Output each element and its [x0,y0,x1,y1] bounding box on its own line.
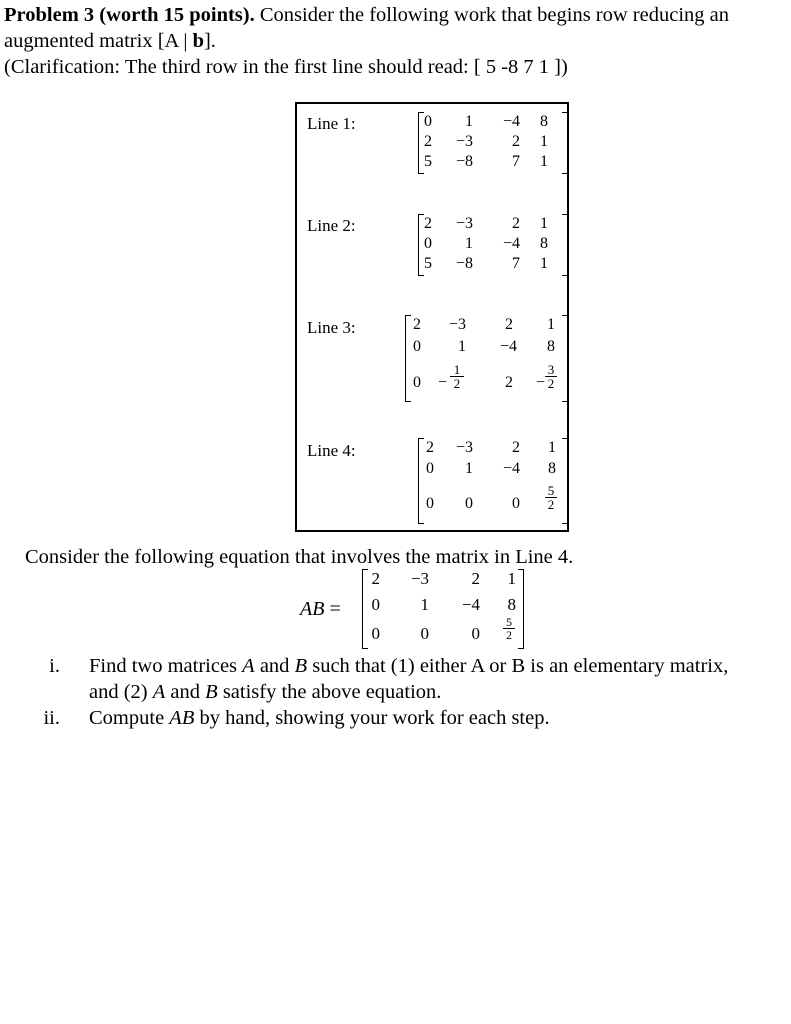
numerator: 1 [450,363,464,377]
matrix-cell: 5 [424,255,432,272]
matrix-cell: 2 [512,133,520,150]
intro-rest: Consider the following work that begins row reducing an [254,4,730,26]
matrix-cell: 2 [512,215,520,232]
ab-symbol: AB [300,598,325,620]
intro-line-1 [4,2,789,28]
bracket-right [562,315,568,402]
text-span: Find two matrices [89,655,243,677]
line-1-matrix [418,112,568,174]
intro-line-2 [4,28,789,54]
matrix-cell: 1 [465,235,473,252]
matrix-cell: −4 [499,338,517,355]
matrix-cell: 1 [547,316,555,333]
matrix-cell: 1 [540,255,548,272]
matrix-cell: 2 [413,316,421,333]
clarification: (Clarification: The third row in the first line should read: [ 5 -8 7 1 ]) [4,56,568,78]
fraction [545,484,557,511]
matrix-cell: −3 [455,439,473,456]
equation-lhs [300,598,341,621]
numerator: 5 [503,616,515,629]
matrix-cell: −4 [461,595,480,614]
matrix-cell: −4 [502,460,520,477]
matrix-cell: 1 [540,153,548,170]
matrix-cell: 0 [512,495,520,512]
matrix-cell: 1 [507,569,516,588]
problem-heading: Problem 3 (worth 15 points). [4,4,255,26]
equation-matrix [362,569,524,649]
matrix-cell: 0 [371,595,380,614]
text-span: satisfy the above equation. [217,681,442,703]
bracket-right [562,438,568,524]
line-2-label: Line 2: [307,216,356,235]
line-1-label: Line 1: [307,114,356,133]
bracket-right [562,112,568,174]
text-span: by hand, showing your work for each step. [194,707,550,729]
question-number: ii. [43,707,60,729]
matrix-cell: 8 [507,595,516,614]
matrix-cell: −8 [455,255,473,272]
matrix-cell: 8 [540,235,548,252]
matrix-cell: −3 [455,133,473,150]
consider-text: Consider the following equation that involves the matrix in Line 4. [25,546,574,568]
matrix-cell: 2 [426,439,434,456]
matrix-cell: 2 [424,215,432,232]
text-span: and [254,655,295,677]
matrix-cell: 0 [426,460,434,477]
denominator: 2 [547,497,555,512]
matrix-cell: 1 [458,338,466,355]
matrix-cell: 2 [371,569,380,588]
line-4-label: Line 4: [307,441,356,460]
matrix-cell: 2 [424,133,432,150]
matrix-cell: 0 [413,374,421,391]
matrix-a-symbol: A [152,681,166,703]
minus-sign: − [535,374,545,391]
matrix-cell: 7 [512,153,520,170]
matrix-cell: 0 [413,338,421,355]
question-ii [0,705,791,731]
matrix-cell: 1 [540,133,548,150]
minus-sign: − [437,374,447,391]
ab-symbol: AB [169,707,195,729]
bracket-right [518,569,524,649]
line-2-matrix [418,214,568,276]
text-span: Compute [89,707,170,729]
question-line-1 [89,653,779,679]
matrix-cell: −3 [455,215,473,232]
matrix-cell: −3 [410,569,429,588]
matrix-cell: 2 [505,316,513,333]
matrix-cell: 2 [512,439,520,456]
fraction [545,363,557,390]
matrix-cell: 8 [540,113,548,130]
matrix-cell: −3 [448,316,466,333]
question-text [89,705,779,731]
matrix-cell: 0 [420,624,429,643]
matrix-cell: 2 [471,569,480,588]
numerator: 3 [545,363,557,377]
matrix-b-symbol: B [205,681,218,703]
matrix-cell: 7 [512,255,520,272]
matrix-cell: 0 [465,495,473,512]
text-span: such that (1) either A or B is an elementary matrix, [307,655,729,677]
matrix-cell: 2 [505,374,513,391]
matrix-cell: 1 [420,595,429,614]
vector-b: b [192,30,204,52]
matrix-cell: −4 [502,235,520,252]
matrix-cell: 0 [471,624,480,643]
equals-sign: = [324,598,341,620]
matrix-cell: 1 [465,460,473,477]
denominator: 2 [453,376,461,391]
matrix-cell: 0 [424,113,432,130]
matrix-cell: −8 [455,153,473,170]
matrix-a-symbol: A [242,655,255,677]
matrix-cell: 8 [548,460,556,477]
question-text [89,653,779,705]
fraction [450,363,464,390]
fraction [503,616,515,641]
text-span: and (2) [89,681,153,703]
problem-intro [4,2,789,80]
intro-line2-text: augmented matrix [A | [4,30,193,52]
matrix-cell: 0 [426,495,434,512]
matrix-cell: 0 [424,235,432,252]
matrix-cell: 8 [547,338,555,355]
text-span: and [165,681,206,703]
question-i [0,653,791,705]
matrix-cell: 0 [371,624,380,643]
question-line-2 [89,679,779,705]
matrix-cell: −4 [502,113,520,130]
line-3-matrix [405,315,568,402]
denominator: 2 [547,376,555,391]
numerator: 5 [545,484,557,498]
line-3-label: Line 3: [307,318,356,337]
line-4-matrix [418,438,568,524]
matrix-b-symbol: B [294,655,308,677]
row-reduction-box [295,102,569,532]
matrix-cell: 1 [548,439,556,456]
question-number: i. [49,655,60,677]
bracket-right [562,214,568,276]
matrix-cell: 5 [424,153,432,170]
denominator: 2 [506,628,512,642]
matrix-cell: 1 [465,113,473,130]
matrix-cell: 1 [540,215,548,232]
intro-end: ]. [203,30,216,52]
